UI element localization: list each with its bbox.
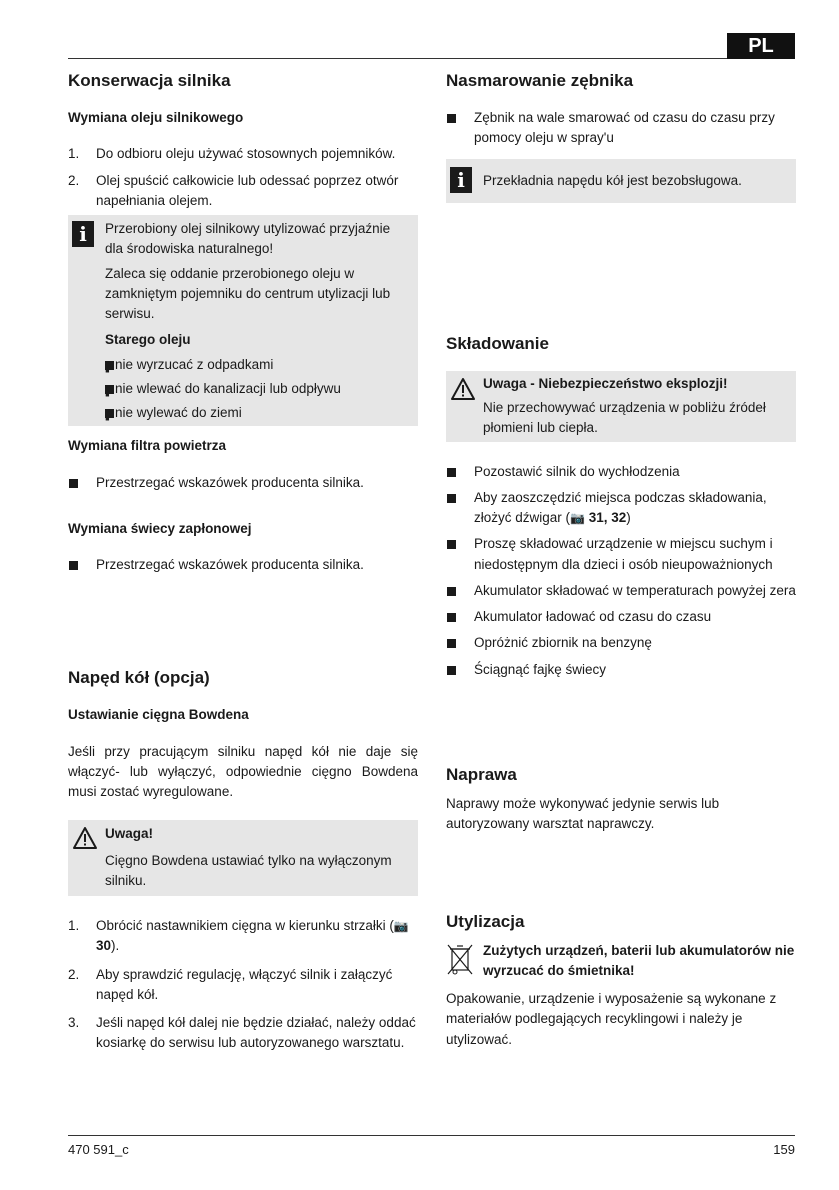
bottom-rule	[68, 1135, 795, 1136]
drive-paragraph: Jeśli przy pracującym silniku napęd kół nie daje się włączyć- lub wyłączyć, odpowiednie cięgno Bowdena musi zostać wyregulowane.	[68, 743, 418, 800]
list-item: 3. Jeśli napęd kół dalej nie będzie działać, należy oddać kosiarkę do serwisu lub autoryzowanego warsztatu.	[68, 1015, 416, 1051]
warning-icon	[450, 377, 476, 401]
list-item: Ściągnąć fajkę świecy	[446, 660, 796, 680]
section-title-repair: Naprawa	[446, 764, 517, 784]
drive-warning-box	[68, 820, 418, 896]
warning-title: Uwaga - Niebezpieczeństwo eksplozji!	[483, 375, 728, 391]
section-title-gear: Nasmarowanie zębnika	[446, 71, 634, 90]
left-column	[68, 70, 418, 1054]
language-tab: PL	[727, 33, 795, 59]
section-title-storage: Składowanie	[446, 333, 549, 353]
list-item: ▪ nie wlewać do kanalizacji lub odpływu	[105, 379, 410, 399]
list-item: ▪ nie wylewać do ziemi	[105, 403, 410, 423]
list-item: Przestrzegać wskazówek producenta silnika.	[68, 473, 418, 493]
gear-info-box	[446, 159, 796, 203]
disposal-notice	[446, 941, 796, 982]
camera-icon: 📷	[393, 919, 409, 934]
note-text: Zaleca się oddanie przerobionego oleju w zamkniętym pojemniku do centrum utylizacji lub serwisu.	[105, 265, 391, 322]
section-title-engine: Konserwacja silnika	[68, 71, 231, 90]
storage-warning-box	[446, 371, 796, 442]
section-title-disposal: Utylizacja	[446, 911, 525, 931]
list-item: Akumulator ładować od czasu do czasu	[446, 607, 796, 627]
disposal-warning: Zużytych urządzeń, baterii lub akumulatorów nie wyrzucać do śmietnika!	[483, 942, 795, 978]
camera-icon: 📷	[570, 511, 585, 526]
info-icon: i	[72, 221, 94, 247]
plug-list	[68, 555, 418, 575]
right-column	[446, 70, 796, 1050]
repair-text: Naprawy może wykonywać jedynie serwis lub autoryzowany warsztat naprawczy.	[446, 796, 720, 832]
oil-info-box	[68, 215, 418, 426]
subsection-title-air: Wymiana filtra powietrza	[68, 438, 227, 454]
note-text: Przerobiony olej silnikowy utylizować przyjaźnie dla środowiska naturalnego!	[105, 221, 391, 257]
document-code: 470 591_c	[68, 1142, 129, 1157]
subsection-title-bowden: Ustawianie cięgna Bowdena	[68, 707, 249, 723]
list-item: Akumulator składować w temperaturach powyżej zera	[446, 581, 796, 601]
oil-steps	[68, 144, 418, 211]
warning-title: Uwaga!	[105, 826, 154, 842]
list-item: ▪ nie wyrzucać z odpadkami	[105, 355, 410, 375]
note-heading: Starego oleju	[105, 332, 191, 348]
list-item: 2. Olej spuścić całkowicie lub odessać poprzez otwór napełniania olejem.	[68, 172, 399, 208]
list-item: Proszę składować urządzenie w miejscu suchym i niedostępnym dla dzieci i osób nieupoważnionych	[446, 534, 796, 575]
list-item: 1. Do odbioru oleju używać stosownych pojemników.	[68, 146, 396, 162]
old-oil-list	[105, 355, 410, 424]
warning-text: Cięgno Bowdena ustawiać tylko na wyłączonym silniku.	[105, 852, 392, 888]
list-item: Zębnik na wale smarować od czasu do czasu przy pomocy oleju w spray'u	[446, 108, 796, 149]
list-item: 2. Aby sprawdzić regulację, włączyć silnik i załączyć napęd kół.	[68, 966, 393, 1002]
section-title-drive: Napęd kół (opcja)	[68, 668, 210, 688]
crossed-bin-icon	[446, 942, 474, 976]
disposal-text: Opakowanie, urządzenie i wyposażenie są wykonane z materiałów podlegających recyklingowi i należy je utylizować.	[446, 991, 777, 1047]
list-item: Pozostawić silnik do wychłodzenia	[446, 462, 796, 482]
storage-list	[446, 462, 796, 680]
info-icon: i	[450, 167, 472, 193]
list-item: Opróżnić zbiornik na benzynę	[446, 633, 796, 653]
warning-icon	[72, 826, 98, 850]
drive-steps	[68, 916, 418, 1054]
note-text: Przekładnia napędu kół jest bezobsługowa.	[483, 172, 742, 188]
subsection-title-oil: Wymiana oleju silnikowego	[68, 110, 244, 126]
air-list	[68, 473, 418, 493]
top-rule	[68, 58, 795, 59]
page-number: 159	[773, 1142, 795, 1157]
gear-list	[446, 108, 796, 149]
subsection-title-plug: Wymiana świecy zapłonowej	[68, 520, 252, 536]
list-item: Przestrzegać wskazówek producenta silnika.	[68, 555, 418, 575]
list-item: Aby zaoszczędzić miejsca podczas składowania, złożyć dźwigar (📷 31, 32)	[446, 488, 796, 529]
warning-text: Nie przechowywać urządzenia w pobliżu źródeł płomieni lub ciepła.	[483, 400, 766, 436]
list-item: 1. Obrócić nastawnikiem cięgna w kierunku strzałki (📷 30).	[68, 918, 409, 954]
